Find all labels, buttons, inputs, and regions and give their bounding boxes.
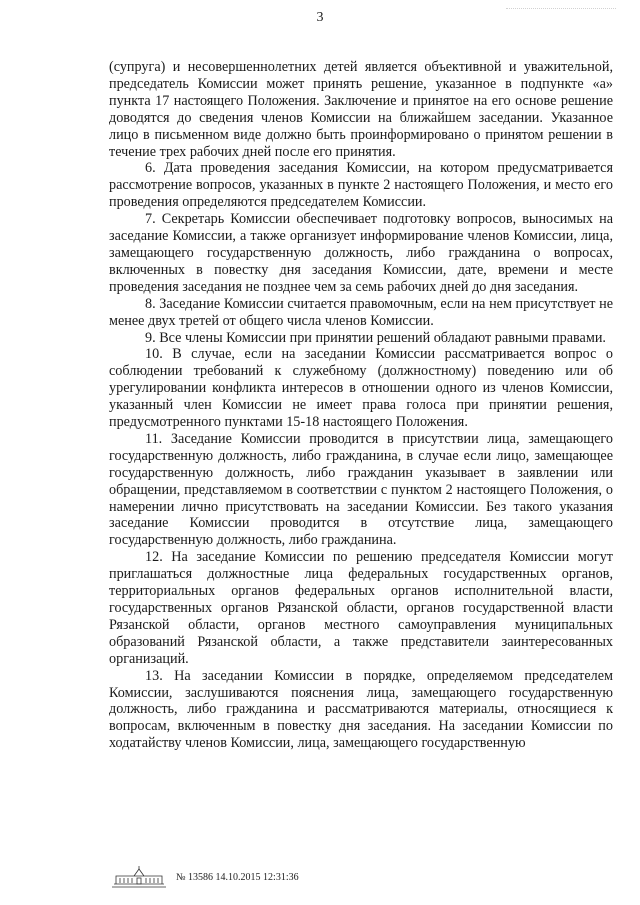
document-footer: [110, 864, 410, 892]
paragraph-item-10: 10. В случае, если на заседании Комиссии рассматривается вопрос о соблюдении требований к служебному (должностному) поведению или об урегулировании конфликта интересов в отношении одного из членов Комиссии, указанный член Комиссии не имеет права голоса при принятии решения, предусмотренного пунктами 15-18 настоящего Положения.: [109, 346, 613, 431]
document-body: [109, 59, 613, 752]
building-stamp-icon: [110, 864, 168, 890]
paragraph-continuation: (супруга) и несовершеннолетних детей является объективной и уважительной, председатель Комиссии может принять решение, указанное в подпункте «а» пункта 17 настоящего Положения. Заключение и принятое на его основе решение доводятся до сведения членов Комиссии на ближайшем заседании. Указанное лицо в письменном виде должно быть проинформировано о принятом решении в течение трех рабочих дней после его принятия.: [109, 59, 613, 160]
paragraph-item-13: 13. На заседании Комиссии в порядке, определяемом председателем Комиссии, заслушиваются пояснения лица, замещающего государственную должность, либо гражданина и рассматриваются материалы, относящиеся к вопросам, включенным в повестку дня заседания. На заседании Комиссии по ходатайству членов Комиссии, лица, замещающего государственную: [109, 667, 613, 752]
paragraph-item-7: 7. Секретарь Комиссии обеспечивает подготовку вопросов, выносимых на заседание Комиссии, а также организует информирование членов Комиссии, лица, замещающего государственную должность, либо гражданина о вопросах, включенных в повестку дня заседания Комиссии, дате, времени и месте проведения заседания не позднее чем за семь рабочих дней до дня заседания.: [109, 211, 613, 295]
header-faint-mark: [506, 8, 616, 15]
page-number: 3: [316, 10, 324, 25]
paragraph-item-11: 11. Заседание Комиссии проводится в присутствии лица, замещающего государственную должность, либо гражданина, в случае если лицо, замещающее государственную должность, либо гражданин указывает в заявлении или обращении, представляемом в соответствии с пунктом 2 настоящего Положения, о намерении лично присутствовать на заседании Комиссии. Без такого указания заседание Комиссии проводится в отсутствие лица, замещающего государственную должность, либо гражданина.: [109, 430, 613, 549]
registration-number: № 13586 14.10.2015 12:31:36: [176, 872, 299, 883]
paragraph-item-6: 6. Дата проведения заседания Комиссии, на котором предусматривается рассмотрение вопросов, указанных в пункте 2 настоящего Положения, и место его проведения определяются председателем Комиссии.: [109, 160, 613, 211]
paragraph-item-12: 12. На заседание Комиссии по решению председателя Комиссии могут приглашаться должностные лица федеральных государственных органов, территориальных органов федеральных органов исполнительной власти, государственных органов Рязанской области, органов государственной власти Рязанской области, органов местного самоуправления муниципальных образований Рязанской области, а также представители заинтересованных организаций.: [109, 549, 613, 667]
paragraph-item-8: 8. Заседание Комиссии считается правомочным, если на нем присутствует не менее двух третей от общего числа членов Комиссии.: [109, 295, 613, 329]
paragraph-item-9: 9. Все члены Комиссии при принятии решений обладают равными правами.: [145, 329, 606, 346]
